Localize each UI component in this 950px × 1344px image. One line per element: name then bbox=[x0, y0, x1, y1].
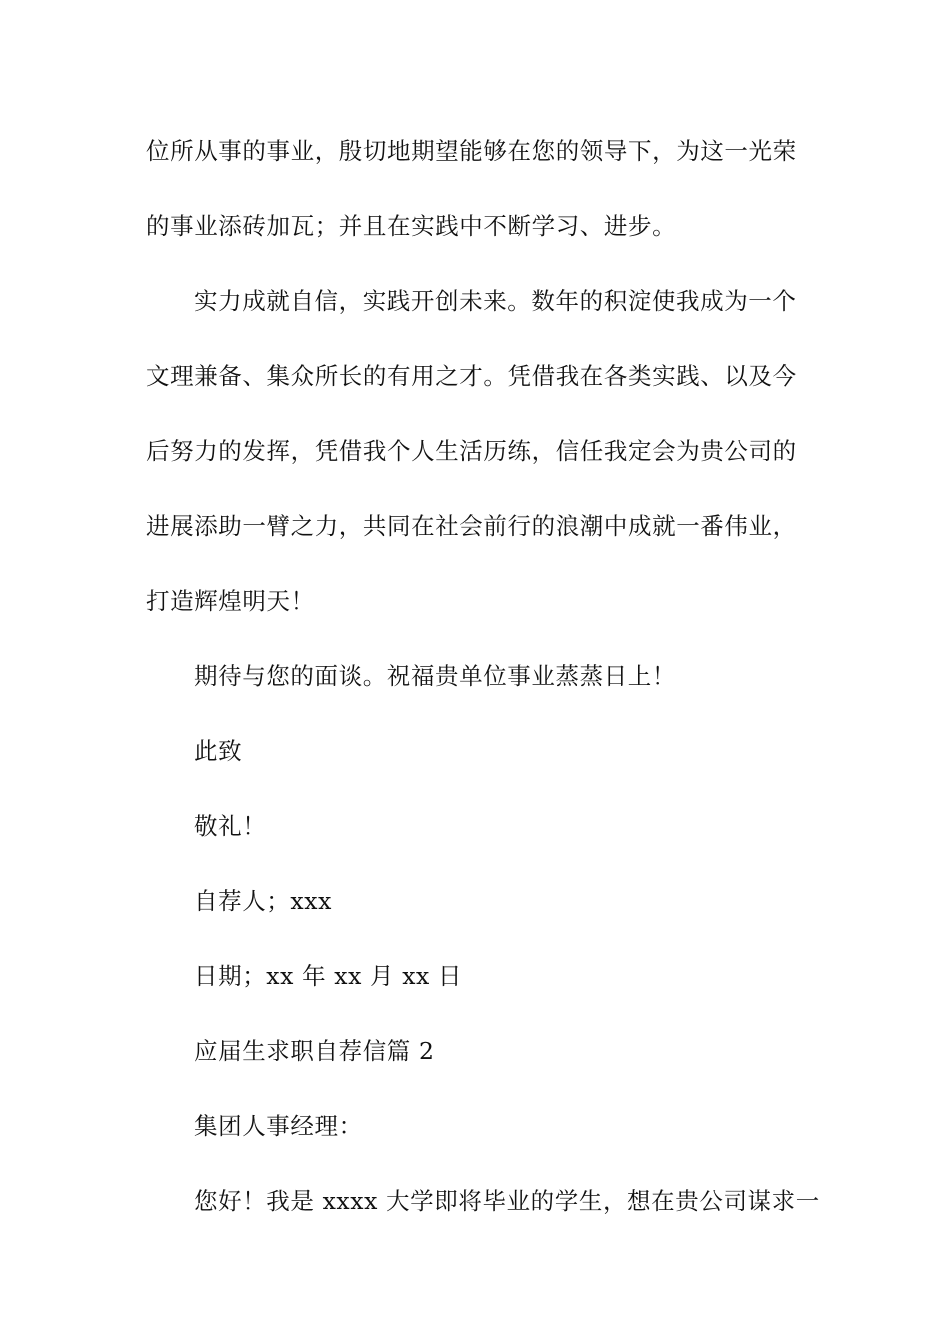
section-title: 应届生求职自荐信篇 2 bbox=[194, 1037, 435, 1065]
closing-regards: 敬礼！ bbox=[194, 812, 267, 840]
date-line: 日期；xx 年 xx 月 xx 日 bbox=[194, 962, 463, 990]
body-text-line: 文理兼备、集众所长的有用之才。凭借我在各类实践、以及今 bbox=[146, 362, 797, 390]
paragraph-start-line: 期待与您的面谈。祝福贵单位事业蒸蒸日上！ bbox=[194, 662, 676, 690]
paragraph-start-line: 您好！我是 xxxx 大学即将毕业的学生，想在贵公司谋求一 bbox=[194, 1187, 820, 1215]
paragraph-start-line: 实力成就自信，实践开创未来。数年的积淀使我成为一个 bbox=[194, 287, 797, 315]
signature-line: 自荐人；xxx bbox=[194, 887, 332, 915]
body-text-line: 位所从事的事业，殷切地期望能够在您的领导下，为这一光荣 bbox=[146, 137, 797, 165]
body-text-line: 后努力的发挥，凭借我个人生活历练，信任我定会为贵公司的 bbox=[146, 437, 797, 465]
body-text-line: 打造辉煌明天！ bbox=[146, 587, 315, 615]
body-text-line: 进展添助一臂之力，共同在社会前行的浪潮中成就一番伟业， bbox=[146, 512, 797, 540]
body-text-line: 的事业添砖加瓦；并且在实践中不断学习、进步。 bbox=[146, 212, 677, 240]
closing-salutation: 此致 bbox=[194, 737, 243, 765]
letter-greeting: 集团人事经理： bbox=[194, 1112, 363, 1140]
